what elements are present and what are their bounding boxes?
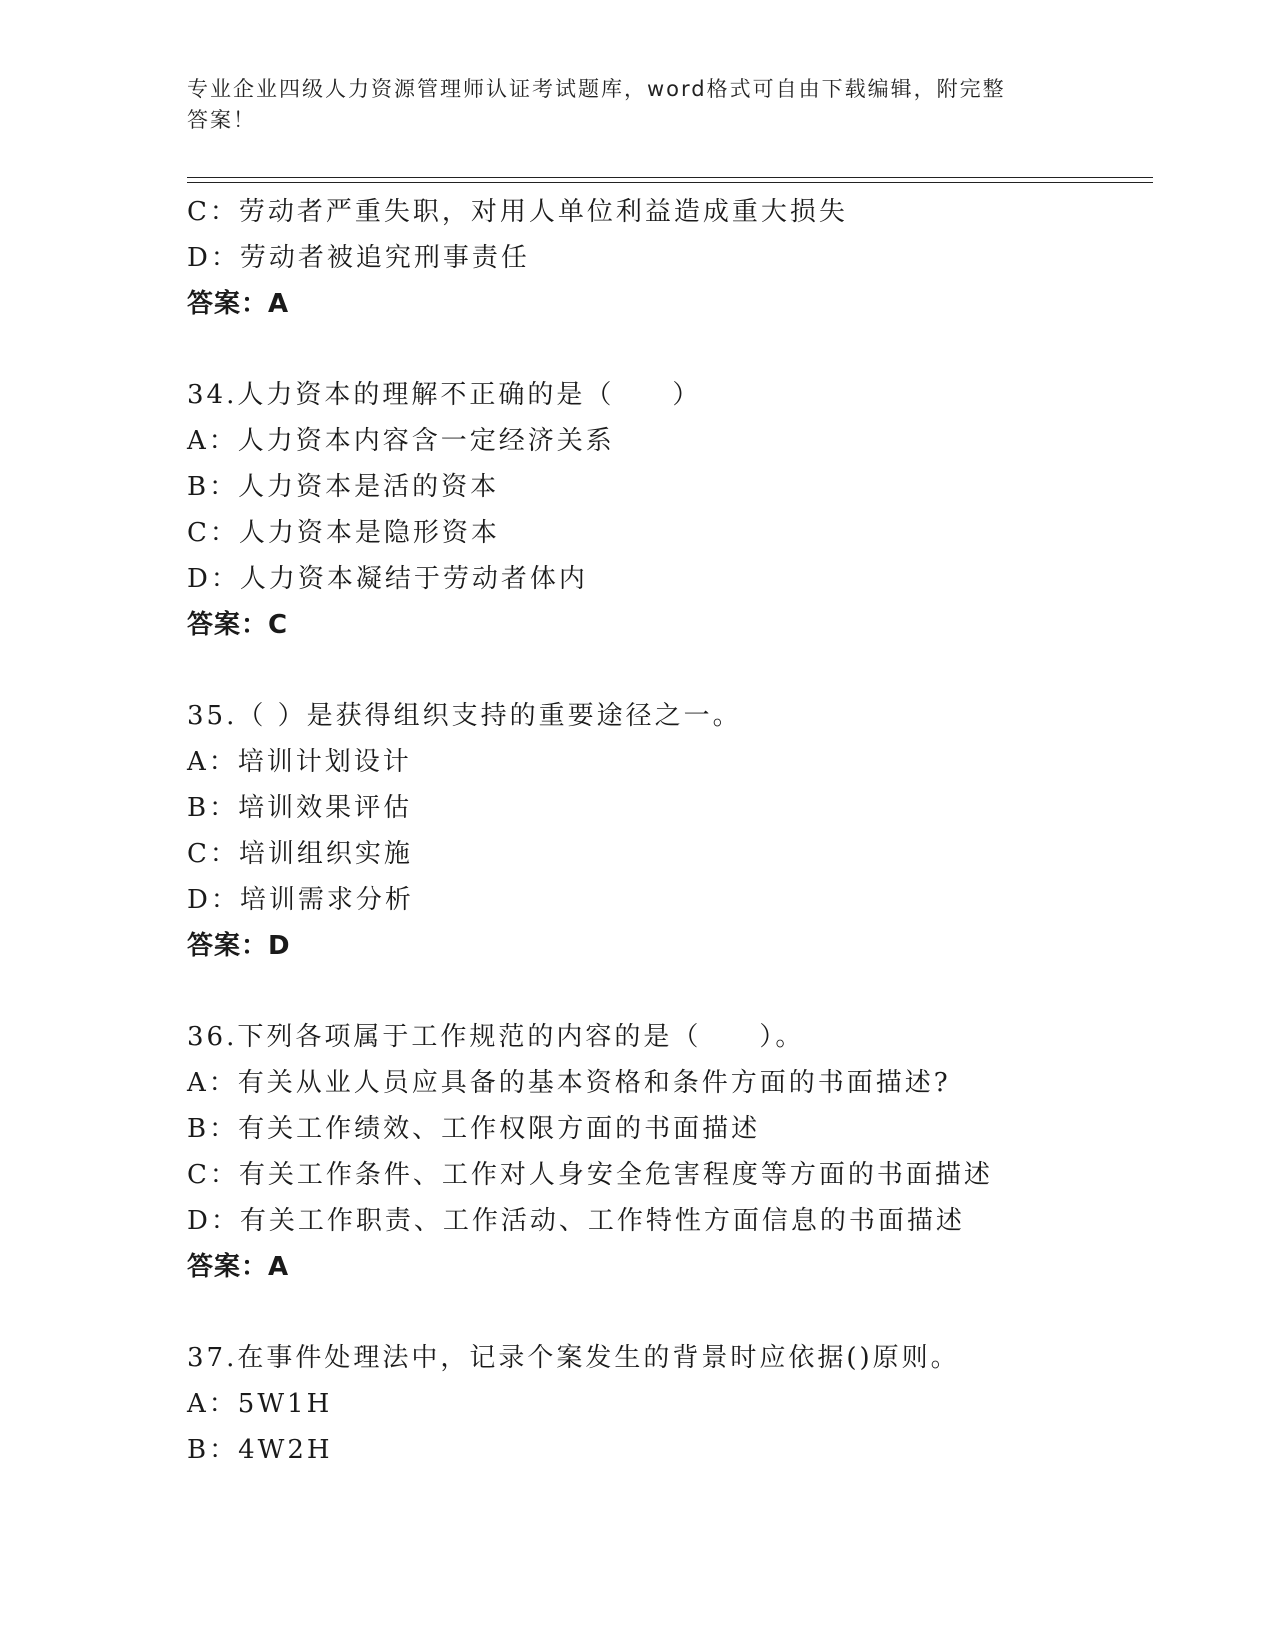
block-spacer [187,969,1147,1014]
question-block [187,189,1147,327]
option-text: D：有关工作职责、工作活动、工作特性方面信息的书面描述 [187,1206,965,1236]
header-divider-bottom [187,182,1153,183]
option-text: B：培训效果评估 [187,793,413,823]
option-text: B：4W2H [187,1435,333,1465]
document-header [187,74,1087,136]
block-spacer [187,1290,1147,1335]
answer-text: 答案：A [187,289,290,319]
option-text: C：有关工作条件、工作对人身安全危害程度等方面的书面描述 [187,1160,993,1190]
option-text: B：有关工作绩效、工作权限方面的书面描述 [187,1114,761,1144]
option-text: D：劳动者被追究刑事责任 [187,243,530,273]
answer-text: 答案：A [187,1252,290,1282]
question-block [187,693,1147,969]
question-text: 36.下列各项属于工作规范的内容的是（ ）。 [187,1022,805,1052]
question-block [187,1014,1147,1290]
header-line-1: 专业企业四级人力资源管理师认证考试题库，word格式可自由下载编辑，附完整 [187,77,1006,101]
option-text: D：人力资本凝结于劳动者体内 [187,564,588,594]
question-block [187,372,1147,648]
option-text: C：人力资本是隐形资本 [187,518,500,548]
option-text: A：人力资本内容含一定经济关系 [187,426,615,456]
header-divider-top [187,177,1153,178]
question-list [187,189,1147,1473]
option-text: C：培训组织实施 [187,839,413,869]
option-text: B：人力资本是活的资本 [187,472,500,502]
answer-text: 答案：C [187,610,289,640]
header-line-2: 答案！ [187,108,256,132]
answer-text: 答案：D [187,931,291,961]
option-text: D：培训需求分析 [187,885,414,915]
block-spacer [187,648,1147,693]
question-block [187,1335,1147,1473]
block-spacer [187,327,1147,372]
question-text: 34.人力资本的理解不正确的是（ ） [187,380,702,410]
question-text: 37.在事件处理法中，记录个案发生的背景时应依据()原则。 [187,1343,960,1373]
option-text: A：5W1H [187,1389,333,1419]
option-text: A：培训计划设计 [187,747,412,777]
option-text: A：有关从业人员应具备的基本资格和条件方面的书面描述? [187,1068,951,1098]
question-text: 35.（ ）是获得组织支持的重要途径之一。 [187,701,742,731]
option-text: C：劳动者严重失职，对用人单位利益造成重大损失 [187,197,848,227]
